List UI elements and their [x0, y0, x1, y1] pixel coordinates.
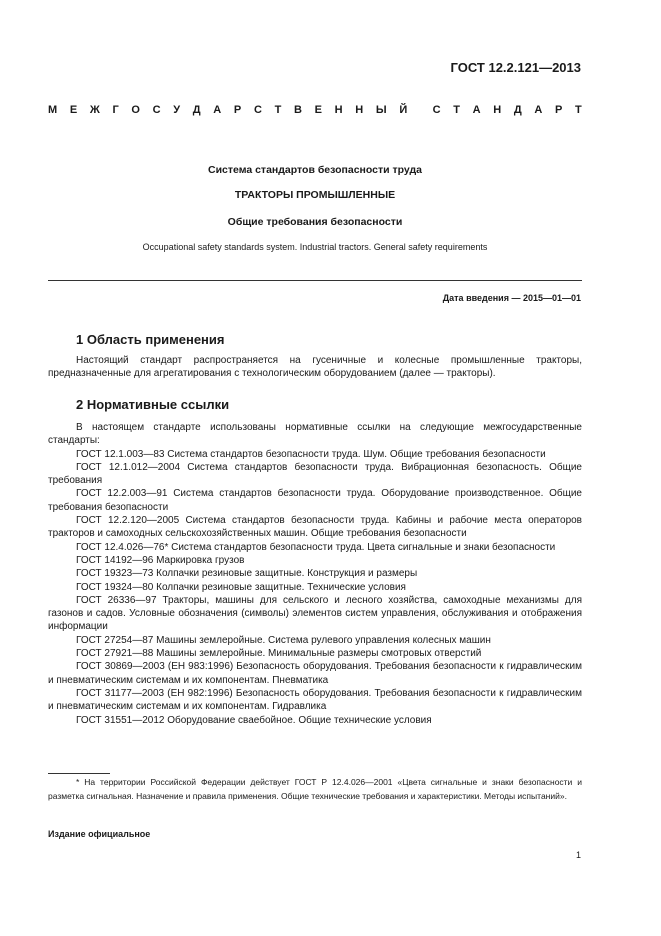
section-2-heading: 2 Нормативные ссылки — [76, 397, 230, 412]
banner-letter: Г — [112, 104, 119, 116]
reference-item: ГОСТ 12.1.003—83 Система стандартов безопасности труда. Шум. Общие требования безопасности — [76, 448, 546, 460]
banner-letter: С — [432, 104, 441, 116]
banner-letter: А — [472, 104, 481, 116]
introduction-date: Дата введения — 2015—01—01 — [442, 293, 581, 303]
banner-letter: Й — [399, 104, 408, 116]
footnote: * На территории Российской Федерации действует ГОСТ Р 12.4.026—2001 «Цвета сигнальные и знаки безопасности и разметка сигнальная. Назначение и правила применения. Общие технические требования и характеристики. Методы испытаний». — [48, 777, 582, 802]
reference-item: ГОСТ 31551—2012 Оборудование сваебойное. Общие технические условия — [76, 714, 432, 726]
banner-letter: Т — [274, 104, 282, 116]
reference-item: ГОСТ 12.1.012—2004 Система стандартов безопасности труда. Вибрационная безопасность. Общие требования — [48, 461, 582, 487]
banner-letter: У — [173, 104, 181, 116]
reference-item: ГОСТ 27921—88 Машины землеройные. Минимальные размеры смотровых отверстий — [76, 648, 482, 660]
standard-series: Система стандартов безопасности труда — [207, 164, 423, 176]
banner-letter: Е — [69, 104, 78, 116]
banner-letter: С — [152, 104, 161, 116]
document-title: ТРАКТОРЫ ПРОМЫШЛЕННЫЕ — [234, 189, 396, 201]
banner-letter: Ж — [89, 104, 100, 116]
reference-item: ГОСТ 19323—73 Колпачки резиновые защитные. Конструкция и размеры — [76, 568, 418, 580]
section-1-heading: 1 Область применения — [76, 332, 225, 347]
section-1-text: Настоящий стандарт распространяется на гусеничные и колесные промышленные тракторы, предназначенные для агрегатирования с технологическим оборудованием (далее — тракторы). — [48, 355, 582, 380]
banner-letter: Е — [314, 104, 322, 116]
reference-item: ГОСТ 30869—2003 (ЕН 983:1996) Безопасность оборудования. Требования безопасности к гидравлическим и пневматическим системам и их компонентам. Пневматика — [48, 661, 582, 686]
banner-letter: В — [293, 104, 302, 116]
reference-item: ГОСТ 14192—96 Маркировка грузов — [76, 554, 245, 566]
banner-letter: Д — [513, 104, 522, 116]
interstate-standard-banner — [48, 104, 582, 116]
banner-letter: Н — [493, 104, 502, 116]
title-divider — [48, 280, 582, 281]
reference-item: ГОСТ 12.2.003—91 Система стандартов безопасности труда. Оборудование производственное. Общие требования безопасности — [48, 488, 582, 513]
banner-letter: Р — [233, 104, 242, 116]
document-subtitle: Общие требования безопасности — [227, 216, 403, 228]
official-edition-label: Издание официальное — [48, 829, 151, 839]
banner-letter: Т — [575, 104, 582, 116]
banner-letter: Т — [453, 104, 460, 116]
section-2-body — [48, 421, 582, 727]
banner-letter: Н — [334, 104, 343, 116]
reference-item: ГОСТ 19324—80 Колпачки резиновые защитные. Технические условия — [76, 581, 406, 593]
banner-letter: А — [213, 104, 222, 116]
reference-item: ГОСТ 27254—87 Машины землеройные. Система рулевого управления колесных машин — [76, 634, 491, 646]
banner-letter: Н — [355, 104, 364, 116]
reference-item: ГОСТ 26336—97 Тракторы, машины для сельского и лесного хозяйства, самоходные механизмы для газонов и садов. Условные обозначения (символы) элементов систем управления, обслуживания и отображения информации — [48, 594, 582, 633]
english-title: Occupational safety standards system. Industrial tractors. General safety requirements — [142, 242, 488, 252]
reference-item: ГОСТ 12.2.120—2005 Система стандартов безопасности труда. Кабины и рабочие места операторов тракторов и самоходных сельскохозяйственных машин. Общие требования безопасности — [48, 515, 582, 540]
reference-item: ГОСТ 12.4.026—76* Система стандартов безопасности труда. Цвета сигнальные и знаки безопасности — [76, 541, 556, 553]
banner-letter: О — [131, 104, 140, 116]
banner-letter: Д — [192, 104, 201, 116]
reference-item: ГОСТ 31177—2003 (ЕН 982:1996) Безопасность оборудования. Требования безопасности к гидравлическим и пневматическим системам и их компонентам. Гидравлика — [48, 687, 582, 713]
banner-letter: Р — [554, 104, 563, 116]
banner-letter: С — [253, 104, 262, 116]
document-number: ГОСТ 12.2.121—2013 — [450, 60, 581, 75]
banner-letter: М — [48, 104, 58, 116]
page-number: 1 — [575, 850, 581, 860]
banner-letter: Ы — [375, 104, 387, 116]
banner-letter: А — [534, 104, 543, 116]
footnote-divider — [48, 773, 110, 774]
section-2-intro: В настоящем стандарте использованы нормативные ссылки на следующие межгосударственные стандарты: — [48, 422, 582, 447]
